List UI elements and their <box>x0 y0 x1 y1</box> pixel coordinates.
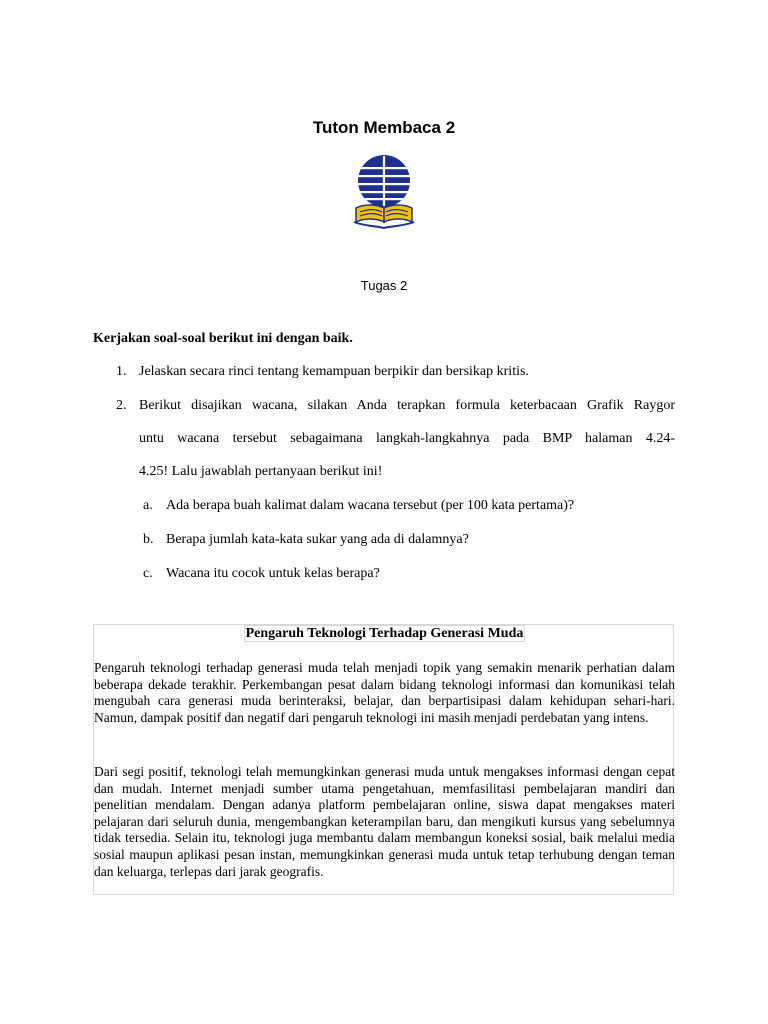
subitem-c-letter: c. <box>143 566 153 581</box>
question-2-number: 2. <box>116 398 127 413</box>
passage-paragraph-1: Pengaruh teknologi terhadap generasi muda telah menjadi topik yang semakin menarik perhatian dalam beberapa dekade terakhir. Perkembangan pesat dalam bidang teknologi informasi dan komunikasi telah mengubah cara generasi muda berinteraksi, belajar, dan berpartisipasi dalam kehidupan sehari-hari. Namun, dampak positif dan negatif dari pengaruh teknologi ini masih menjadi perdebatan yang intens. <box>94 660 675 725</box>
subitem-a-text: Ada berapa buah kalimat dalam wacana tersebut (per 100 kata pertama)? <box>166 498 575 513</box>
question-1-number: 1. <box>116 364 127 379</box>
question-1-text: Jelaskan secara rinci tentang kemampuan berpikir dan bersikap kritis. <box>139 364 529 379</box>
assignment-subtitle: Tugas 2 <box>360 278 408 293</box>
passage-paragraph-2: Dari segi positif, teknologi telah memungkinkan generasi muda untuk mengakses informasi dengan cepat dan mudah. Internet menjadi sumber utama pengetahuan, memfasilitasi pembelajaran mandiri dan penelitian mendalam. Dengan adanya platform pembelajaran online, siswa dapat mengakses materi pelajaran dari seluruh dunia, mengembangkan keterampilan baru, dan mengikuti kursus yang sebelumnya tidak tersedia. Selain itu, teknologi juga membantu dalam membangun koneksi sosial, baik melalui media sosial maupun aplikasi pesan instan, memungkinkan generasi muda untuk tetap terhubung dengan teman dan keluarga, terlepas dari jarak geografis. <box>94 764 675 879</box>
subitem-b-text: Berapa jumlah kata-kata sukar yang ada di dalamnya? <box>166 532 469 547</box>
passage-box <box>93 624 674 895</box>
question-2-line-1: Berikut disajikan wacana, silakan Anda terapkan formula keterbacaan Grafik Raygor <box>139 398 675 413</box>
subitem-c-text: Wacana itu cocok untuk kelas berapa? <box>166 566 380 581</box>
question-2-line-3: 4.25! Lalu jawablah pertanyaan berikut ini! <box>139 464 383 479</box>
passage-title: Pengaruh Teknologi Terhadap Generasi Muda <box>245 626 524 641</box>
instruction-text: Kerjakan soal-soal berikut ini dengan baik. <box>93 331 353 346</box>
page-title: Tuton Membaca 2 <box>312 118 456 137</box>
university-logo-icon <box>352 154 416 230</box>
subitem-b-letter: b. <box>143 532 154 547</box>
question-2-line-2: untu wacana tersebut sebagaimana langkah-langkahnya pada BMP halaman 4.24- <box>139 431 675 446</box>
subitem-a-letter: a. <box>143 498 153 513</box>
